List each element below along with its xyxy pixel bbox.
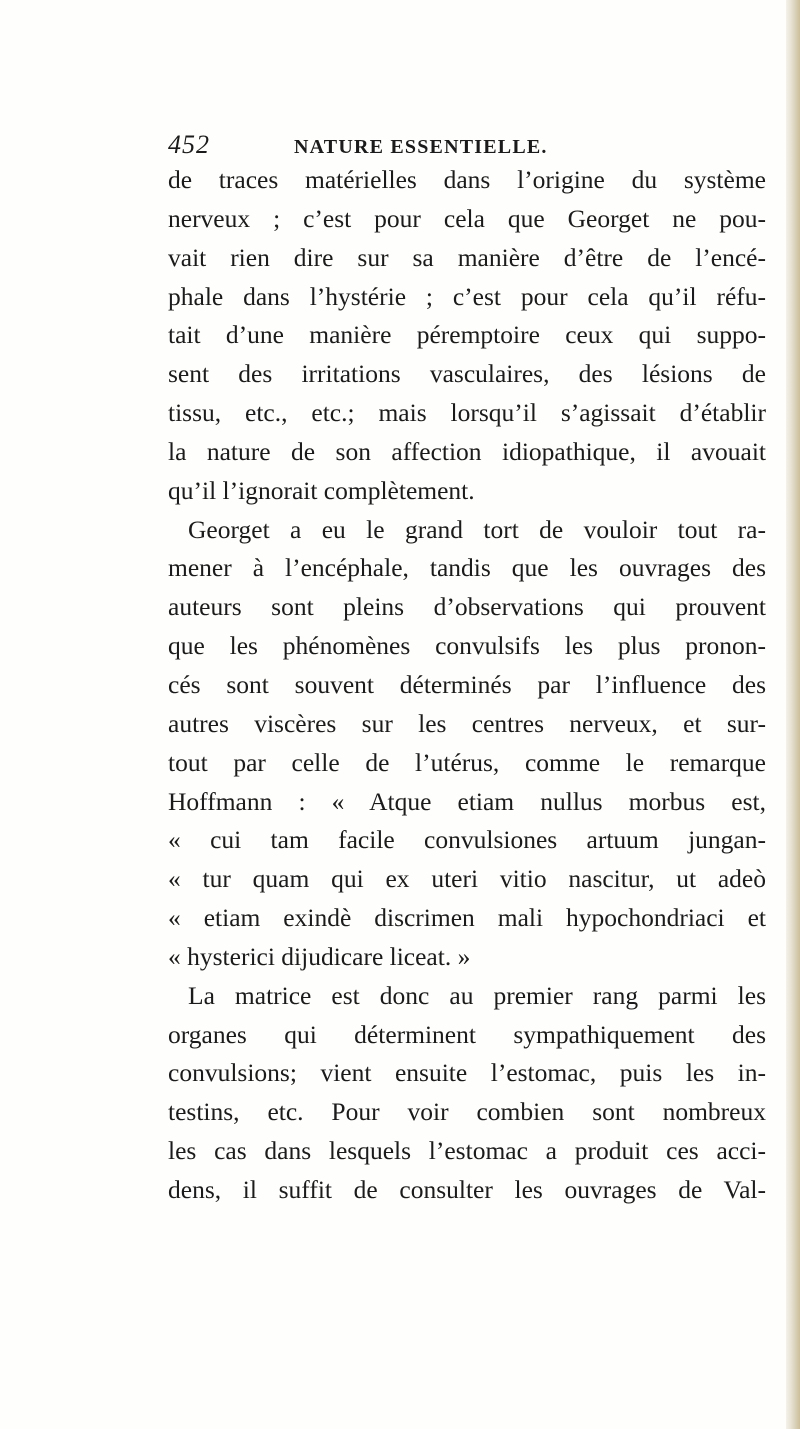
text-line: phale dans l’hystérie ; c’est pour cela qu’il réfu- <box>168 281 766 311</box>
text-line: cés sont souvent déterminés par l’influence des <box>168 669 766 699</box>
text-line: autres viscères sur les centres nerveux, et sur- <box>168 708 766 738</box>
text-line: « tur quam qui ex uteri vitio nascitur, ut adeò <box>168 864 766 894</box>
text-line: « hysterici dijudicare liceat. » <box>168 941 471 971</box>
text-line: tissu, etc., etc.; mais lorsqu’il s’agissait d’établir <box>168 398 766 428</box>
text-line: de traces matérielles dans l’origine du système <box>168 165 766 194</box>
text-line: « cui tam facile convulsiones artuum jungan- <box>168 825 766 855</box>
text-line: Georget a eu le grand tort de vouloir tout ra- <box>188 514 766 544</box>
text-line: la nature de son affection idiopathique, il avouait <box>168 436 766 466</box>
text-line: La matrice est donc au premier rang parmi les <box>188 980 766 1010</box>
text-line: dens, il suffit de consulter les ouvrages de Val- <box>168 1174 766 1204</box>
text-line: testins, etc. Pour voir combien sont nombreux <box>168 1097 766 1127</box>
running-head: NATURE ESSENTIELLE. <box>294 136 548 158</box>
text-line: sent des irritations vasculaires, des lésions de <box>168 359 766 389</box>
text-line: nerveux ; c’est pour cela que Georget ne pou- <box>168 203 766 233</box>
text-line: tout par celle de l’utérus, comme le remarque <box>168 747 766 777</box>
text-line: tait d’une manière péremptoire ceux qui suppo- <box>168 320 766 350</box>
body-text <box>168 161 766 1210</box>
text-line: auteurs sont pleins d’observations qui prouvent <box>168 592 766 622</box>
text-line: vait rien dire sur sa manière d’être de l’encé- <box>168 242 766 272</box>
text-line: qu’il l’ignorait complètement. <box>168 475 475 505</box>
text-line: organes qui déterminent sympathiquement des <box>168 1019 766 1049</box>
text-line: Hoffmann : « Atque etiam nullus morbus est, <box>168 786 766 816</box>
text-line: les cas dans lesquels l’estomac a produit ces acci- <box>168 1136 766 1166</box>
text-line: mener à l’encéphale, tandis que les ouvrages des <box>168 553 766 583</box>
text-line: que les phénomènes convulsifs les plus pronon- <box>168 631 766 661</box>
page-edge-shadow <box>786 0 800 1429</box>
page-number: 452 <box>168 130 210 159</box>
page-header <box>168 130 768 164</box>
text-line: « etiam exindè discrimen mali hypochondriaci et <box>168 903 766 933</box>
text-line: convulsions; vient ensuite l’estomac, puis les in- <box>168 1058 766 1088</box>
